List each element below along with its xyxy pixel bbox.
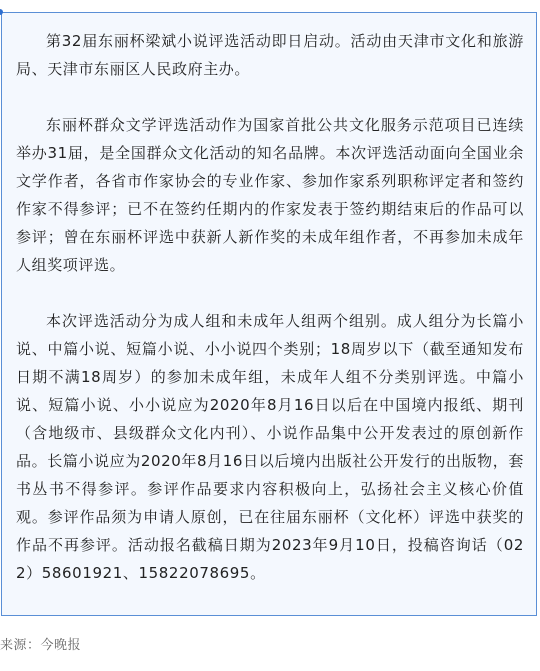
source-credit: 来源：今晚报 <box>0 638 82 653</box>
paragraph-gap <box>16 83 524 111</box>
article-box <box>1 12 537 616</box>
paragraph-rules: 本次评选活动分为成人组和未成年人组两个组别。成人组分为长篇小说、中篇小说、短篇小说、小小说四个类别；18周岁以下（截至通知发布日期不满18周岁）的参加未成年组，未成年人组不分类别评选。中篇小说、短篇小说、小小说应为2020年8月16日以后在中国境内报纸、期刊（含地级市、县级群众文化内刊）、小说作品集中公开发表过的原创新作品。长篇小说应为2020年8月16日以后境内出版社公开发行的出版物，套书丛书不得参评。参评作品要求内容积极向上，弘扬社会主义核心价值观。参评作品须为申请人原创，已在往届东丽杯（文化杯）评选中获奖的作品不再参评。活动报名截稿日期为2023年9月10日，投稿咨询话（022）58601921、15822078695。 <box>16 312 524 582</box>
paragraph-background: 东丽杯群众文学评选活动作为国家首批公共文化服务示范项目已连续举办31届，是全国群众文化活动的知名品牌。本次评选活动面向全国业余文学作者，各省市作家协会的专业作家、参加作家系列职称评定者和签约作家不得参评；已不在签约任期内的作家发表于签约期结束后的作品可以参评；曾在东丽杯评选中获新人新作奖的未成年组作者，不再参加未成年人组奖项评选。 <box>16 116 524 274</box>
paragraph-intro: 第32届东丽杯梁斌小说评选活动即日启动。活动由天津市文化和旅游局、天津市东丽区人民政府主办。 <box>16 32 524 78</box>
paragraph-gap <box>16 279 524 307</box>
